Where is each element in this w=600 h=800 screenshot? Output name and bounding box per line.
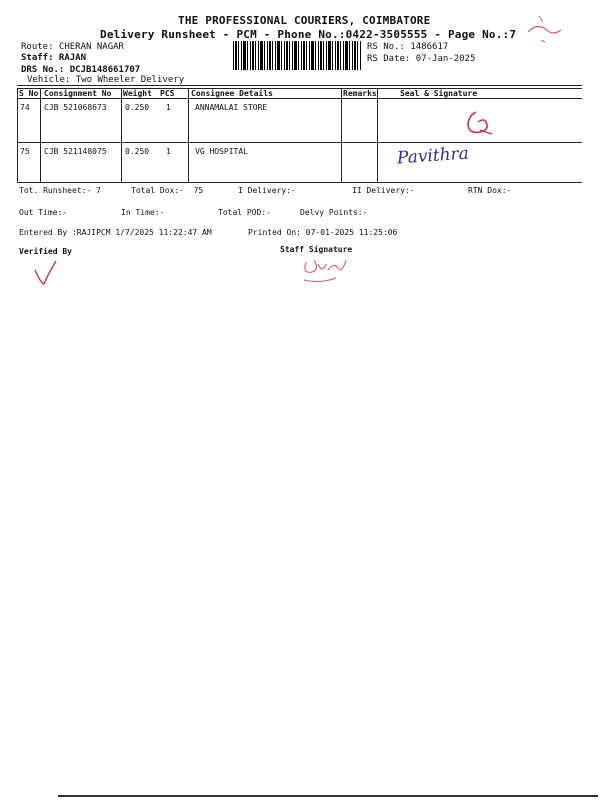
in-time: In Time:-: [121, 208, 165, 217]
col-header-sno: S No: [19, 89, 39, 98]
i-delivery: I Delivery:-: [238, 186, 296, 195]
stamp-initial-icon: [462, 108, 498, 138]
verified-tick-icon: [32, 258, 60, 288]
row-consignee: ANNAMALAI STORE: [195, 103, 268, 112]
out-time: Out Time:-: [19, 208, 68, 217]
ii-delivery: II Delivery:-: [352, 186, 415, 195]
entered-by: Entered By :RAJIPCM 1/7/2025 11:22:47 AM: [19, 228, 212, 237]
col-header-seal-signature: Seal & Signature: [400, 89, 478, 98]
row-sno: 74: [20, 103, 30, 112]
rs-date: RS Date: 07-Jan-2025: [367, 54, 476, 64]
barcode-icon: [233, 41, 361, 70]
runsheet-title: Delivery Runsheet - PCM - Phone No.:0422-3505555 - Page No.:7: [100, 28, 517, 41]
route-label: Route: CHERAN NAGAR: [21, 42, 124, 52]
row-weight: 0.250: [125, 147, 150, 156]
row-weight: 0.250: [125, 103, 150, 112]
rs-number: RS No.: 1486617: [367, 42, 449, 52]
col-header-weight: Weight: [123, 89, 152, 98]
col-header-remarks: Remarks: [343, 89, 377, 98]
staff-signature-label: Staff Signature: [280, 245, 353, 254]
row-consignee: VG HOSPITAL: [195, 147, 248, 156]
row-consignment-no: CJB 521148075: [44, 147, 107, 156]
total-dox: Total Dox:- 75: [131, 186, 204, 195]
row-pcs: 1: [166, 147, 171, 156]
row-consignment-no: CJB 521068673: [44, 103, 107, 112]
row-pcs: 1: [166, 103, 171, 112]
row-sno: 75: [20, 147, 30, 156]
delvy-points: Delvy Points:-: [300, 208, 368, 217]
staff-label: Staff: RAJAN: [21, 53, 87, 63]
col-header-consignee: Consignee Details: [191, 89, 273, 98]
total-pod: Total POD:-: [218, 208, 271, 217]
vehicle-label: Vehicle: Two Wheeler Delivery: [27, 75, 185, 85]
printed-on: Printed On: 07-01-2025 11:25:06: [248, 228, 398, 237]
drs-number: DRS No.: DCJB148661707: [21, 65, 141, 75]
col-header-pcs: PCS: [160, 89, 175, 98]
staff-signature-scribble-icon: [300, 252, 352, 288]
tot-runsheet: Tot. Runsheet:- 7: [19, 186, 101, 195]
company-title: THE PROFESSIONAL COURIERS, COIMBATORE: [178, 14, 431, 27]
page-bottom-rule: [58, 795, 598, 797]
col-header-consignment: Consignment No: [44, 89, 112, 98]
verified-by-label: Verified By: [19, 247, 72, 256]
corner-scribble-icon: [525, 12, 565, 46]
rtn-dox: RTN Dox:-: [468, 186, 512, 195]
recipient-signature: Pavithra: [396, 143, 470, 169]
